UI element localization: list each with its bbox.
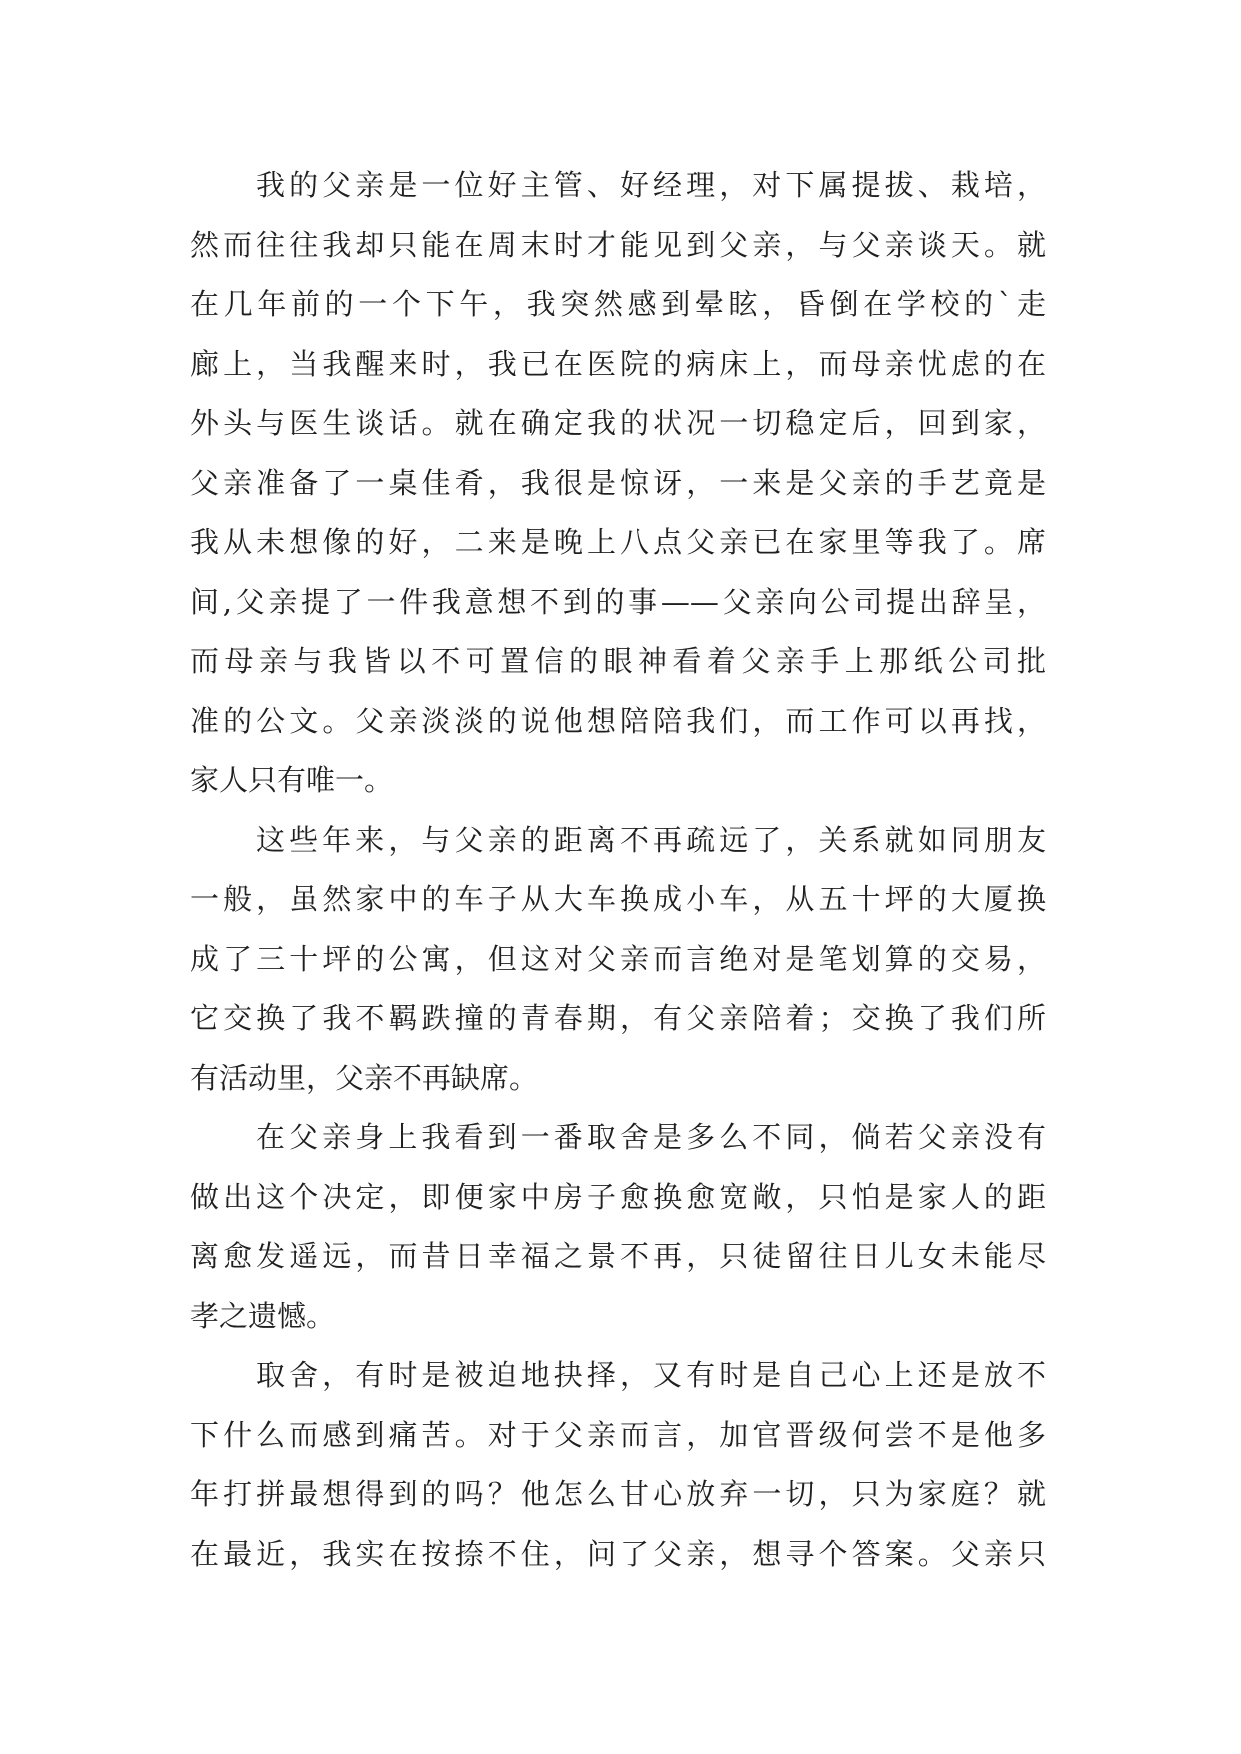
text-line: 外头与医生谈话。就在确定我的状况一切稳定后，回到家， — [190, 406, 1046, 440]
text-line: 间,父亲提了一件我意想不到的事——父亲向公司提出辞呈， — [190, 584, 1046, 619]
text-line: 下什么而感到痛苦。对于父亲而言，加官晋级何尝不是他多 — [190, 1417, 1046, 1452]
text-line: 它交换了我不羁跌撞的青春期，有父亲陪着；交换了我们所 — [190, 1001, 1046, 1035]
text-line: 年打拼最想得到的吗？他怎么甘心放弃一切，只为家庭？就 — [190, 1477, 1046, 1511]
essay-body — [190, 156, 1046, 1584]
text-line: 这些年来，与父亲的距离不再疏远了，关系就如同朋友 — [256, 822, 1046, 857]
text-line: 准的公文。父亲淡淡的说他想陪陪我们，而工作可以再找， — [190, 703, 1046, 738]
text-line: 而母亲与我皆以不可置信的眼神看着父亲手上那纸公司批 — [190, 644, 1046, 678]
text-line: 一般，虽然家中的车子从大车换成小车，从五十坪的大厦换 — [190, 882, 1046, 916]
text-line: 取舍，有时是被迫地抉择，又有时是自己心上还是放不 — [256, 1358, 1046, 1392]
text-line: 廊上，当我醒来时，我已在医院的病床上，而母亲忧虑的在 — [190, 346, 1046, 381]
text-line: 有活动里，父亲不再缺席。 — [190, 1060, 539, 1095]
text-line: 然而往往我却只能在周末时才能见到父亲，与父亲谈天。就 — [190, 227, 1046, 262]
text-line: 成了三十坪的公寓，但这对父亲而言绝对是笔划算的交易， — [190, 941, 1046, 976]
text-line: 家人只有唯一。 — [190, 763, 394, 797]
text-line: 父亲准备了一桌佳肴，我很是惊讶，一来是父亲的手艺竟是 — [190, 465, 1046, 500]
text-line: 我从未想像的好，二来是晚上八点父亲已在家里等我了。席 — [190, 525, 1046, 559]
text-line: 在最近，我实在按捺不住，问了父亲，想寻个答案。父亲只 — [190, 1536, 1046, 1571]
text-line: 离愈发遥远，而昔日幸福之景不再，只徒留往日儿女未能尽 — [190, 1239, 1046, 1273]
text-line: 我的父亲是一位好主管、好经理，对下属提拔、栽培， — [256, 168, 1046, 202]
text-line: 孝之遗憾。 — [190, 1298, 336, 1333]
text-line: 做出这个决定，即便家中房子愈换愈宽敞，只怕是家人的距 — [190, 1179, 1046, 1214]
text-line: 在父亲身上我看到一番取舍是多么不同，倘若父亲没有 — [256, 1120, 1046, 1154]
text-line: 在几年前的一个下午，我突然感到晕眩，昏倒在学校的`走 — [190, 287, 1046, 321]
